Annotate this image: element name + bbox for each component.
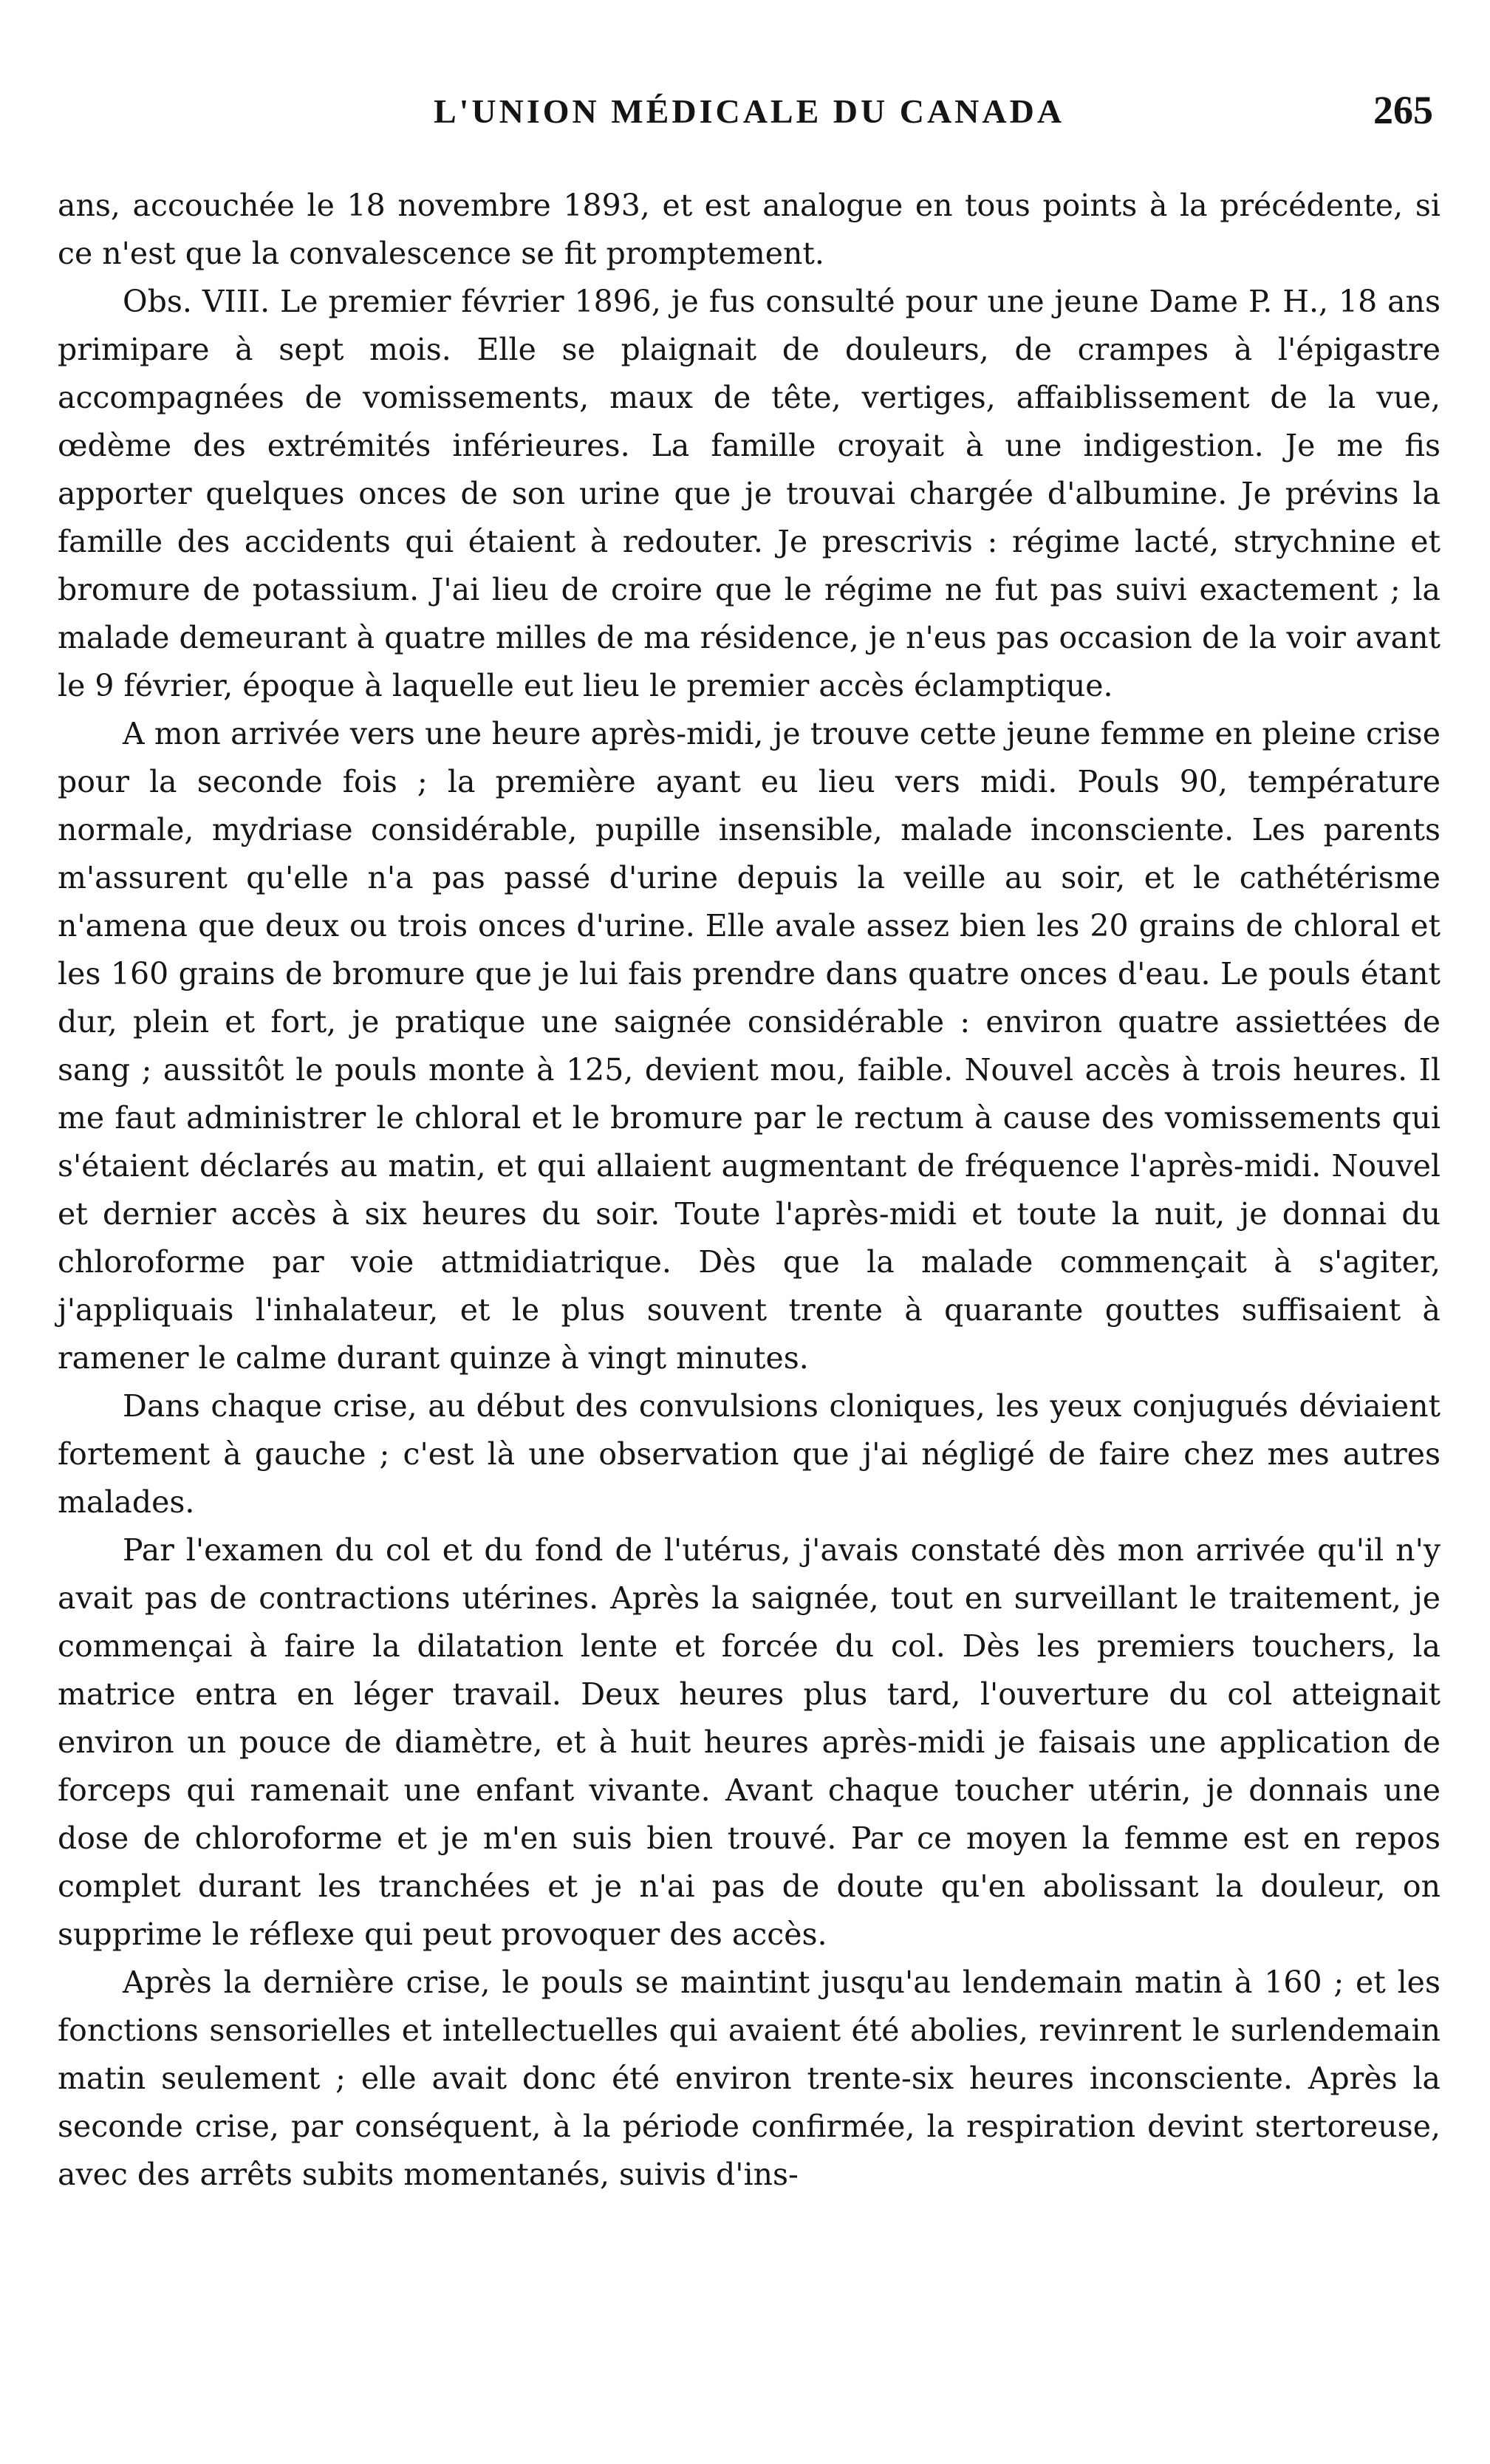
page-number: 265 — [1373, 88, 1433, 132]
paragraph-aftermath: Après la dernière crise, le pouls se maintint jusqu'au lendemain matin à 160 ; et les fonctions sensorielles et intellectuelles qui avaient été abolies, revinrent le surlendemain matin seulement ; elle avait donc été environ trente-six heures inconsciente. Après la seconde crise, par conséquent, à la période confirmée, la respiration devint stertoreuse, avec des arrêts subits momentanés, suivis d'ins- — [58, 1965, 1441, 2192]
paragraph-observation-viii: Obs. VIII. Le premier février 1896, je fus consulté pour une jeune Dame P. H., 18 ans primipare à sept mois. Elle se plaignait de douleurs, de crampes à l'épigastre accompagnées de vomissements, maux de tête, vertiges, affaiblissement de la vue, œdème des extrémités inférieures. La famille croyait à une indigestion. Je me fis apporter quelques onces de son urine que je trouvai chargée d'albumine. Je prévins la famille des accidents qui étaient à redouter. Je prescrivis : régime lacté, strychnine et bromure de potassium. J'ai lieu de croire que le régime ne fut pas suivi exactement ; la malade demeurant à quatre milles de ma résidence, je n'eus pas occasion de la voir avant le 9 février, époque à laquelle eut lieu le premier accès éclamptique. — [58, 284, 1441, 703]
paragraph-examination: Par l'examen du col et du fond de l'utérus, j'avais constaté dès mon arrivée qu'il n'y avait pas de contractions utérines. Après la saignée, tout en surveillant le traitement, je commençai à faire la dilatation lente et forcée du col. Dès les premiers touchers, la matrice entra en léger travail. Deux heures plus tard, l'ouverture du col atteignait environ un pouce de diamètre, et à huit heures après-midi je faisais une application de forceps qui ramenait une enfant vivante. Avant chaque toucher utérin, je donnais une dose de chloroforme et je m'en suis bien trouvé. Par ce moyen la femme est en repos complet durant les tranchées et je n'ai pas de doute qu'en abolissant la douleur, on supprime le réflexe qui peut provoquer des accès. — [58, 1532, 1441, 1952]
page-header — [58, 87, 1441, 154]
running-title: L'UNION MÉDICALE DU CANADA — [433, 92, 1065, 130]
document-page — [58, 87, 1441, 2199]
body-text — [58, 182, 1441, 2199]
paragraph-crisis: Dans chaque crise, au début des convulsions cloniques, les yeux conjugués déviaient fortement à gauche ; c'est là une observation que j'ai négligé de faire chez mes autres malades. — [58, 1388, 1441, 1520]
paragraph-continuation: ans, accouchée le 18 novembre 1893, et est analogue en tous points à la précédente, si ce n'est que la convalescence se fit promptement. — [58, 188, 1441, 271]
paragraph-arrival: A mon arrivée vers une heure après-midi, je trouve cette jeune femme en pleine crise pour la seconde fois ; la première ayant eu lieu vers midi. Pouls 90, température normale, mydriase considérable, pupille insensible, malade inconsciente. Les parents m'assurent qu'elle n'a pas passé d'urine depuis la veille au soir, et le cathétérisme n'amena que deux ou trois onces d'urine. Elle avale assez bien les 20 grains de chloral et les 160 grains de bromure que je lui fais prendre dans quatre onces d'eau. Le pouls étant dur, plein et fort, je pratique une saignée considérable : environ quatre assiettées de sang ; aussitôt le pouls monte à 125, devient mou, faible. Nouvel accès à trois heures. Il me faut administrer le chloral et le bromure par le rectum à cause des vomissements qui s'étaient déclarés au matin, et qui allaient augmentant de fréquence l'après-midi. Nouvel et dernier accès à six heures du soir. Toute l'après-midi et toute la nuit, je donnai du chloroforme par voie attmidiatrique. Dès que la malade commençait à s'agiter, j'appliquais l'inhalateur, et le plus souvent trente à quarante gouttes suffisaient à ramener le calme durant quinze à vingt minutes. — [58, 716, 1441, 1376]
